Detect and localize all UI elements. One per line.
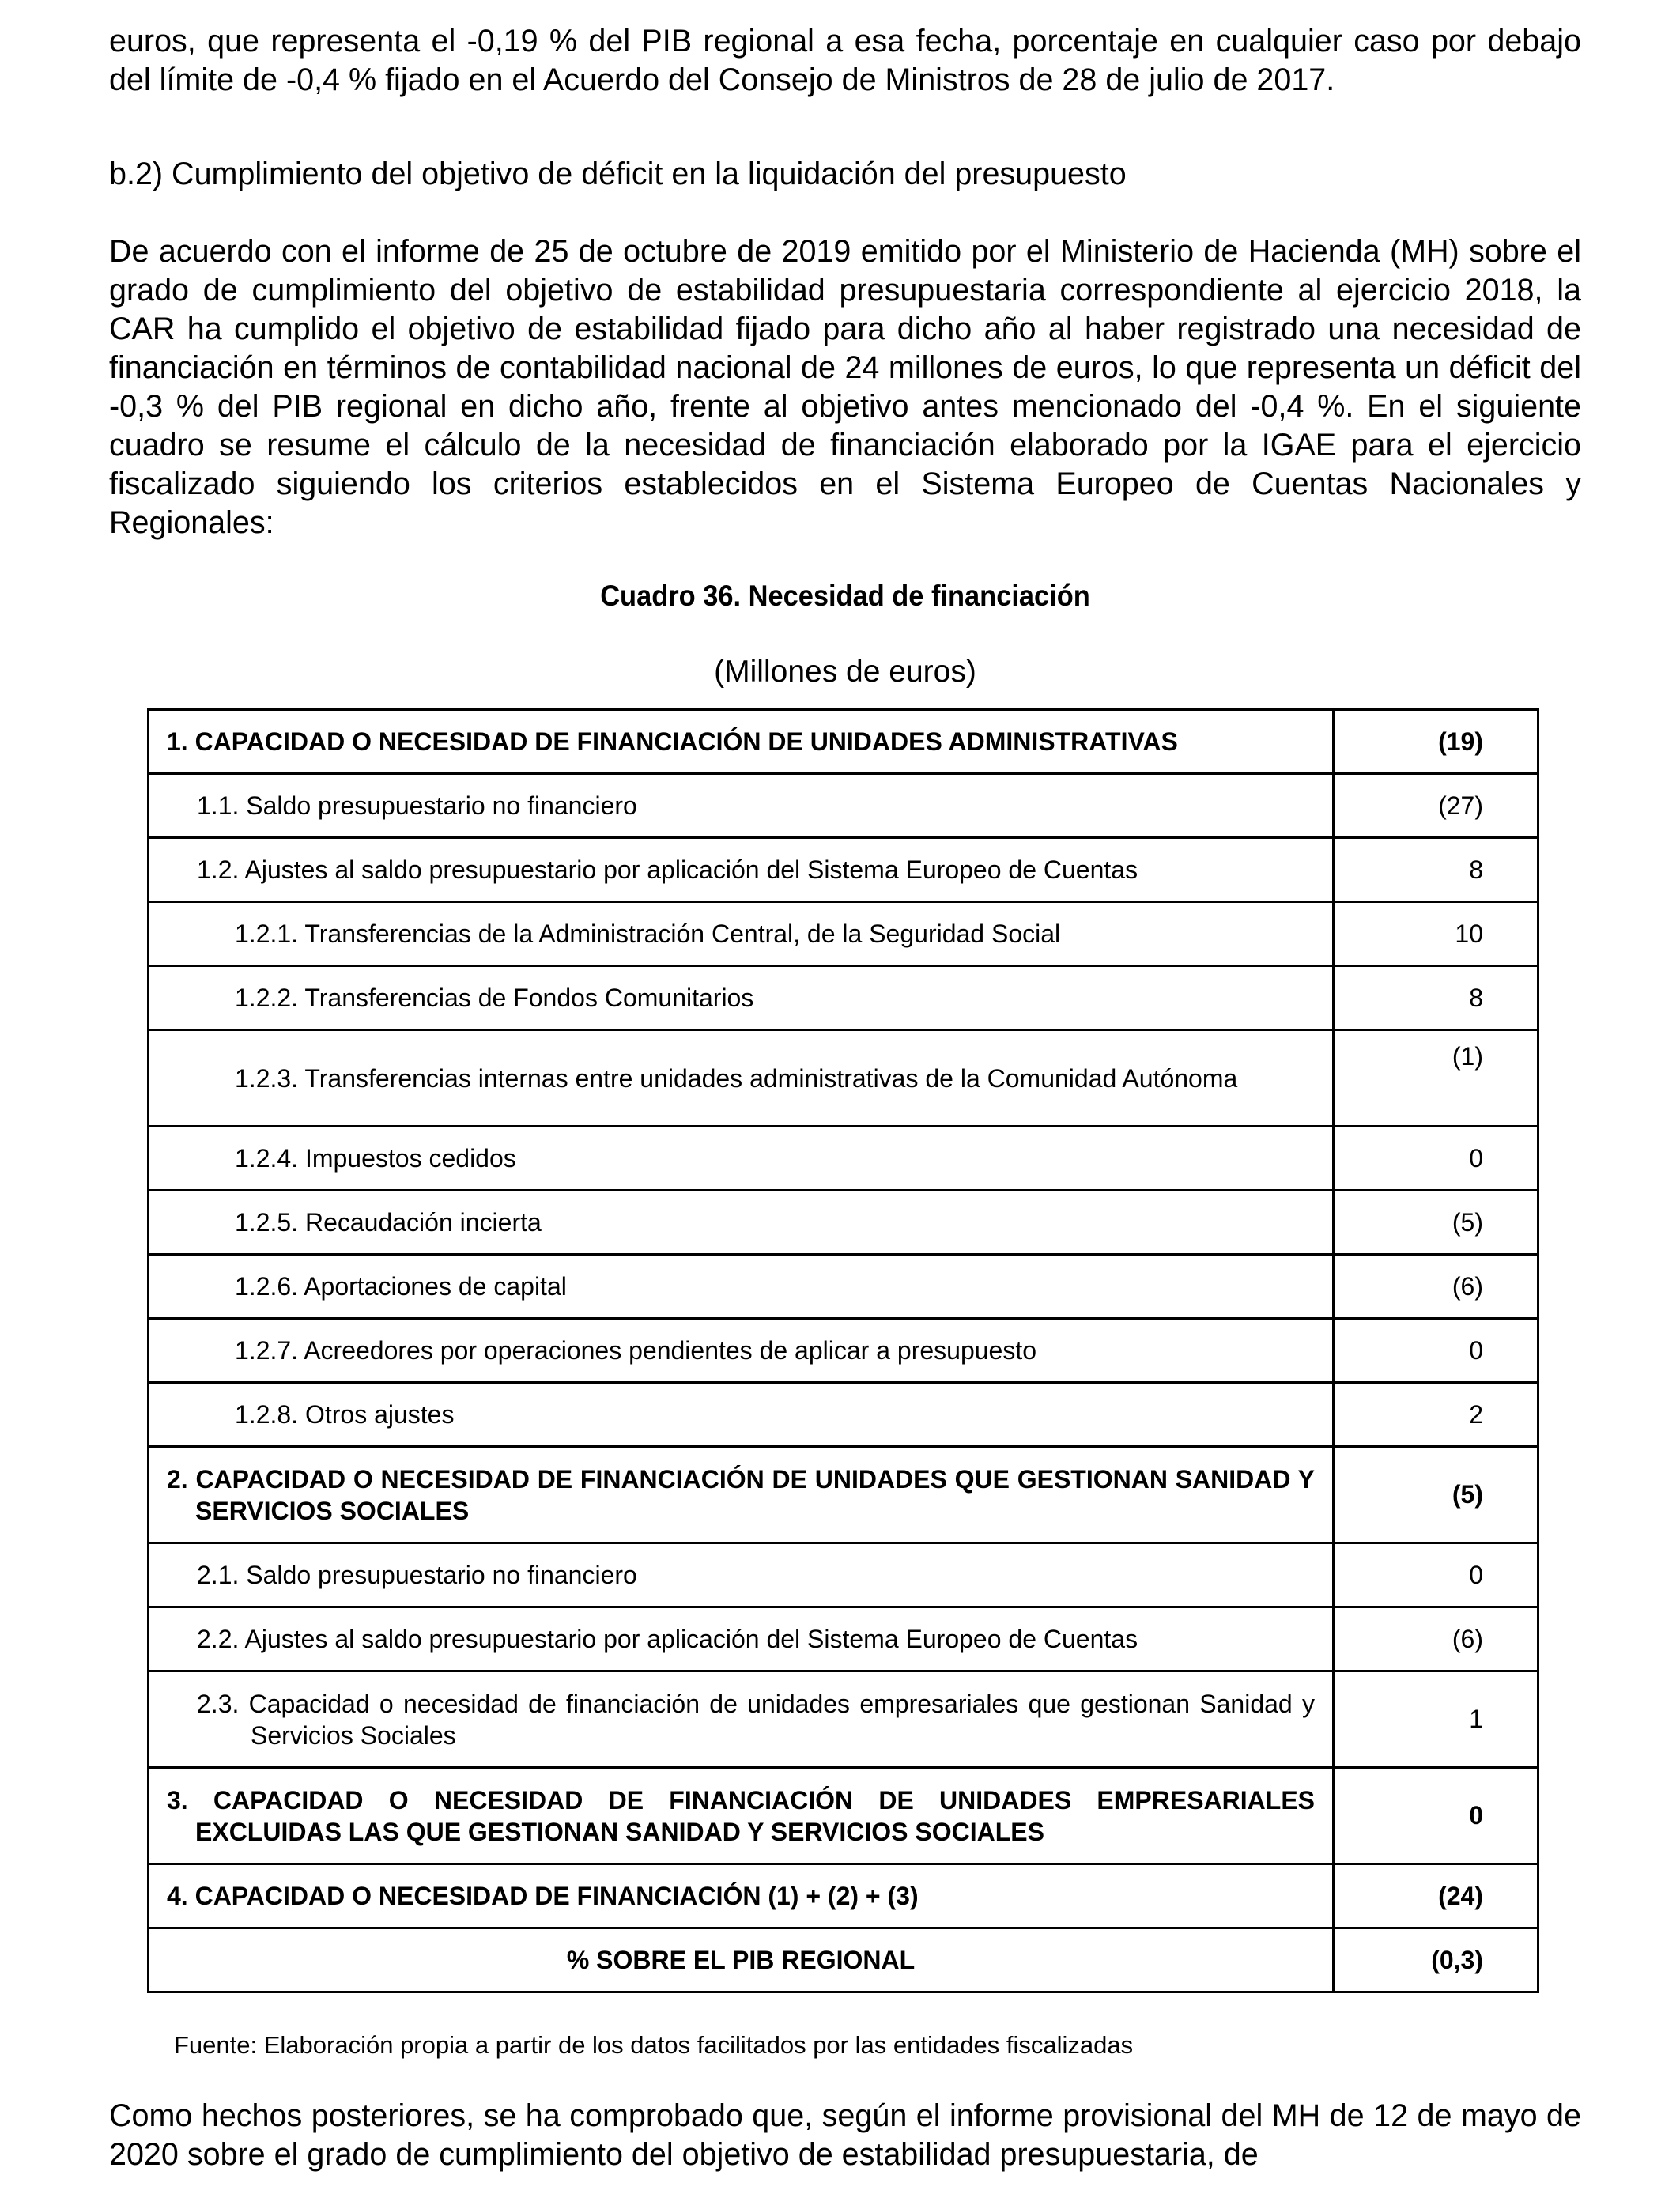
row-label: 2.3. Capacidad o necesidad de financiación de unidades empresariales que gestionan Sanidad y Servicios Sociales <box>149 1671 1334 1768</box>
closing-paragraph: Como hechos posteriores, se ha comprobado que, según el informe provisional del MH de 12 de mayo de 2020 sobre el grado de cumplimiento del objetivo de estabilidad presupuestaria, de <box>109 2098 1581 2172</box>
row-label: 3. CAPACIDAD O NECESIDAD DE FINANCIACIÓN DE UNIDADES EMPRESARIALES EXCLUIDAS LAS QUE GESTIONAN SANIDAD Y SERVICIOS SOCIALES <box>149 1768 1334 1864</box>
row-label: 1.2. Ajustes al saldo presupuestario por aplicación del Sistema Europeo de Cuentas <box>149 838 1334 902</box>
table-row <box>149 1383 1538 1447</box>
table-row <box>149 966 1538 1030</box>
row-label: 1.2.3. Transferencias internas entre unidades administrativas de la Comunidad Autónoma <box>149 1030 1334 1127</box>
row-value: (0,3) <box>1431 1945 1483 1974</box>
table-row <box>149 1030 1538 1127</box>
table-row <box>149 1255 1538 1319</box>
row-value: 0 <box>1469 1335 1483 1365</box>
row-value: (6) <box>1452 1271 1483 1301</box>
row-value: 2 <box>1469 1399 1483 1429</box>
row-label: 1.1. Saldo presupuestario no financiero <box>149 774 1334 838</box>
table-units: (Millones de euros) <box>714 655 976 689</box>
table-row <box>149 1864 1538 1928</box>
row-label: 2. CAPACIDAD O NECESIDAD DE FINANCIACIÓN DE UNIDADES QUE GESTIONAN SANIDAD Y SERVICIOS SOCIALES <box>149 1447 1334 1543</box>
row-label: 1.2.6. Aportaciones de capital <box>149 1255 1334 1319</box>
row-label: 1. CAPACIDAD O NECESIDAD DE FINANCIACIÓN DE UNIDADES ADMINISTRATIVAS <box>149 710 1334 774</box>
row-label: % SOBRE EL PIB REGIONAL <box>149 1928 1334 1992</box>
row-value: 1 <box>1469 1705 1483 1733</box>
financing-table <box>147 708 1539 1993</box>
row-value: (24) <box>1438 1881 1483 1910</box>
section-heading: b.2) Cumplimiento del objetivo de déficit en la liquidación del presupuesto <box>109 157 1127 191</box>
row-value: (1) <box>1452 1042 1483 1071</box>
row-label: 1.2.2. Transferencias de Fondos Comunitarios <box>149 966 1334 1030</box>
row-label: 1.2.5. Recaudación incierta <box>149 1191 1334 1255</box>
row-value: 0 <box>1469 1143 1483 1173</box>
main-paragraph: De acuerdo con el informe de 25 de octubre de 2019 emitido por el Ministerio de Hacienda (MH) sobre el grado de cumplimiento del objetivo de estabilidad presupuestaria correspondiente al ejercicio 2018, la CAR ha cumplido el objetivo de estabilidad fijado para dicho año al haber registrado una necesidad de financiación en términos de contabilidad nacional de 24 millones de euros, lo que representa un déficit del -0,3 % del PIB regional en dicho año, frente al objetivo antes mencionado del -0,4 %. En el siguiente cuadro se resume el cálculo de la necesidad de financiación elaborado por la IGAE para el ejercicio fiscalizado siguiendo los criterios establecidos en el Sistema Europeo de Cuentas Nacionales y Regionales: <box>109 234 1581 540</box>
row-label: 1.2.4. Impuestos cedidos <box>149 1127 1334 1191</box>
row-value: 8 <box>1469 855 1483 884</box>
table-row <box>149 1127 1538 1191</box>
row-value: (6) <box>1452 1624 1483 1653</box>
row-label: 1.2.7. Acreedores por operaciones pendientes de aplicar a presupuesto <box>149 1319 1334 1383</box>
row-label: 1.2.1. Transferencias de la Administración Central, de la Seguridad Social <box>149 902 1334 966</box>
table-row <box>149 1928 1538 1992</box>
table-source-note: Fuente: Elaboración propia a partir de los datos facilitados por las entidades fiscalizadas <box>174 2031 1134 2059</box>
table-title: Cuadro 36. Necesidad de financiación <box>600 580 1090 612</box>
row-label: 4. CAPACIDAD O NECESIDAD DE FINANCIACIÓN (1) + (2) + (3) <box>149 1864 1334 1928</box>
row-label: 1.2.8. Otros ajustes <box>149 1383 1334 1447</box>
row-value: 0 <box>1469 1801 1483 1830</box>
table-row <box>149 1607 1538 1671</box>
table-row <box>149 1319 1538 1383</box>
row-value: (19) <box>1438 727 1483 756</box>
table-row <box>149 710 1538 774</box>
table-row <box>149 774 1538 838</box>
row-value: (27) <box>1438 791 1483 820</box>
table-row <box>149 1543 1538 1607</box>
row-value: (5) <box>1452 1207 1483 1237</box>
row-value: 0 <box>1469 1560 1483 1589</box>
intro-paragraph: euros, que representa el -0,19 % del PIB regional a esa fecha, porcentaje en cualquier caso por debajo del límite de -0,4 % fijado en el Acuerdo del Consejo de Ministros de 28 de julio de 2017. <box>109 24 1581 97</box>
table-row <box>149 838 1538 902</box>
row-value: 8 <box>1469 983 1483 1012</box>
table-row <box>149 1768 1538 1864</box>
table-row <box>149 1191 1538 1255</box>
row-value: 10 <box>1455 919 1483 948</box>
row-value: (5) <box>1452 1480 1483 1509</box>
table-row <box>149 1447 1538 1543</box>
table-row <box>149 902 1538 966</box>
table-row <box>149 1671 1538 1768</box>
row-label: 2.2. Ajustes al saldo presupuestario por aplicación del Sistema Europeo de Cuentas <box>149 1607 1334 1671</box>
row-label: 2.1. Saldo presupuestario no financiero <box>149 1543 1334 1607</box>
